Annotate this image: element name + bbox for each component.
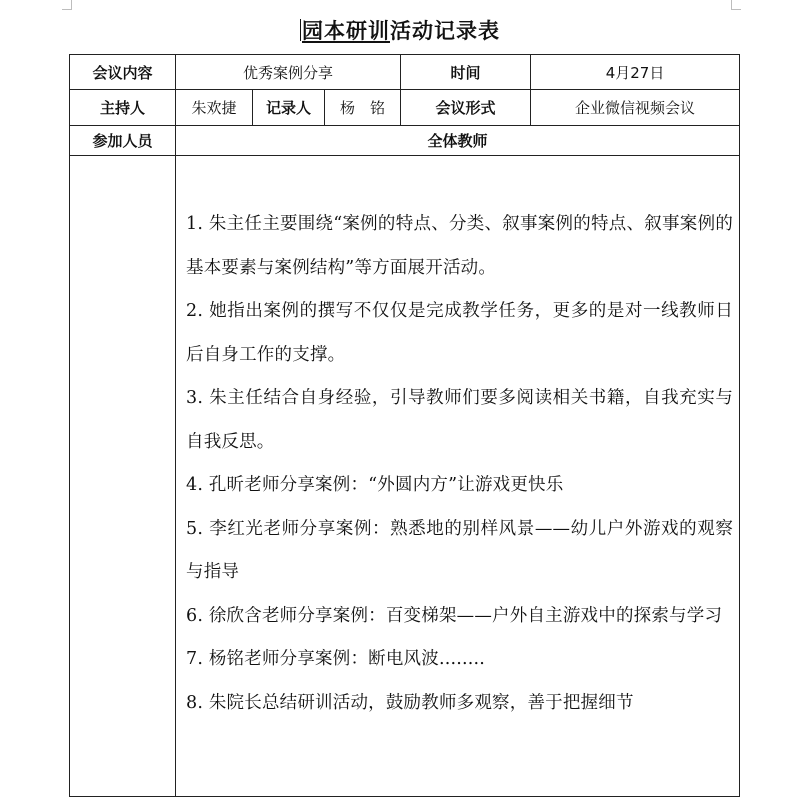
document-title[interactable]	[0, 16, 800, 46]
activity-record-table	[69, 54, 740, 797]
meeting-content-label: 会议内容	[70, 55, 176, 90]
content-item-4: 4. 孔昕老师分享案例：“外圆内方”让游戏更快乐	[186, 475, 564, 495]
content-item-7: 7. 杨铭老师分享案例：断电风波........	[186, 649, 486, 669]
content-item-8: 8. 朱院长总结研训活动，鼓励教师多观察，善于把握细节	[186, 692, 634, 713]
meeting-format-cell[interactable]: 企业微信视频会议	[531, 90, 740, 126]
text-cursor	[300, 19, 301, 41]
empty-label-cell	[70, 156, 176, 797]
recorder-cell[interactable]: 杨 铭	[325, 90, 401, 126]
time-label: 时间	[401, 55, 531, 90]
host-cell[interactable]: 朱欢捷	[176, 90, 253, 126]
title-rest-part: 活动记录表	[390, 19, 500, 43]
activity-content-cell[interactable]	[176, 156, 740, 797]
content-item-5: 5. 李红光老师分享案例：熟悉地的别样风景——幼儿户外游戏的观察与指导	[186, 518, 734, 582]
table-row	[70, 156, 740, 797]
meeting-content-cell[interactable]: 优秀案例分享	[176, 55, 401, 90]
title-underlined-part: 园本研训	[302, 19, 390, 43]
activity-content	[176, 156, 739, 725]
recorder-label: 记录人	[253, 90, 325, 126]
content-item-2: 2. 她指出案例的撰写不仅仅是完成教学任务，更多的是对一线教师日后自身工作的支撑。	[186, 301, 734, 365]
participants-label: 参加人员	[70, 126, 176, 156]
content-item-6: 6. 徐欣含老师分享案例：百变梯架——户外自主游戏中的探索与学习	[186, 605, 723, 626]
page-corner-mark-left	[62, 0, 72, 10]
time-cell[interactable]: 4月27日	[531, 55, 740, 90]
page-corner-mark-right	[731, 0, 741, 10]
content-item-1: 1. 朱主任主要围绕“案例的特点、分类、叙事案例的特点、叙事案例的基本要素与案例结构”等方面展开活动。	[186, 214, 734, 278]
participants-cell[interactable]: 全体教师	[176, 126, 740, 156]
table-row	[70, 55, 740, 90]
host-label: 主持人	[70, 90, 176, 126]
content-item-3: 3. 朱主任结合自身经验，引导教师们要多阅读相关书籍，自我充实与自我反思。	[186, 388, 734, 452]
table-row	[70, 126, 740, 156]
meeting-format-label: 会议形式	[401, 90, 531, 126]
table-row	[70, 90, 740, 126]
